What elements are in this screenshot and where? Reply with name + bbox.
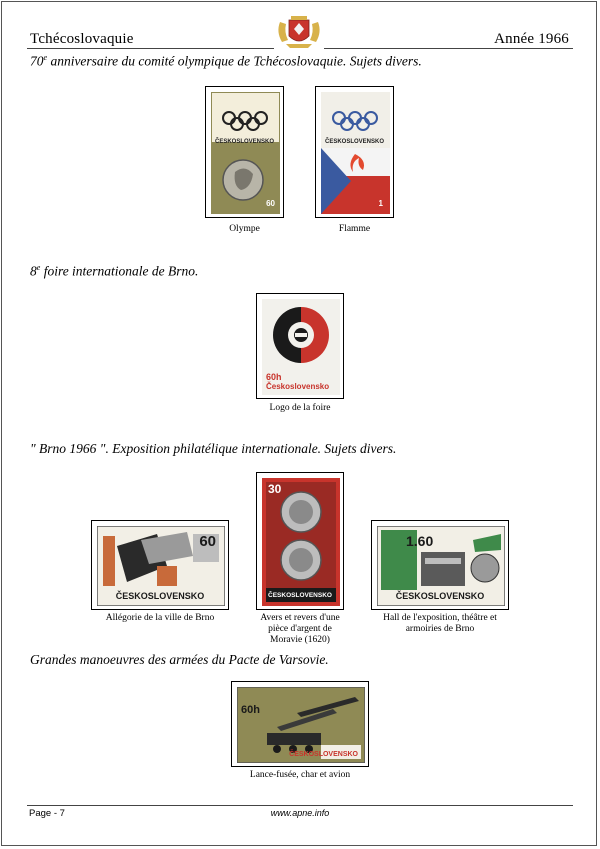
caption-piece-argent-line-1: Avers et revers d'une [260,613,340,623]
header-year: Année 1966 [494,31,569,47]
stamp-allegorie-value: 60 [199,533,216,550]
caption-hall-exposition [371,613,509,635]
stamp-olympe-country: ČESKOSLOVENSKO [214,139,274,145]
stamp-allegorie [91,520,229,610]
stamp-allegorie-country: ČESKOSLOVENSKO [115,591,205,601]
stamp-flamme [315,86,394,218]
caption-piece-argent-line-3: Moravie (1620) [270,635,330,645]
stamp-hall-exposition-value: 1.60 [406,533,434,549]
caption-piece-argent-line-2: pièce d'argent de [268,624,332,634]
header-country: Tchécoslovaquie [30,31,134,47]
section-title-pacte-varsovie: Grandes manoeuvres des armées du Pacte de Varsovie. [30,652,329,667]
stamp-piece-argent [256,472,344,610]
stamp-olympe-art [211,92,280,214]
crest-icon [274,14,324,50]
caption-hall-exposition-line-2: armoiries de Brno [405,624,475,634]
stamp-lance-fusee-value: 60h [241,704,260,716]
stamp-flamme-art [321,92,390,214]
stamp-piece-argent-art [262,478,340,606]
stamp-olympe [205,86,284,218]
stamp-logo-foire-country: Československo [266,382,330,391]
footer-page-number: Page - 7 [29,808,65,819]
caption-logo-foire: Logo de la foire [269,403,331,413]
section-title-brno-fair: 8e foire internationale de Brno. [30,263,199,279]
stamp-olympe-value: 60 [266,199,275,208]
stamp-flamme-country: ČESKOSLOVENSKO [324,139,384,145]
caption-olympe: Olympe [229,224,260,234]
caption-piece-argent [246,613,354,646]
stamp-hall-exposition-country: ČESKOSLOVENSKO [395,591,485,601]
stamp-lance-fusee [231,681,369,767]
section-title-brno-1966: " Brno 1966 ". Exposition philatélique internationale. Sujets divers. [30,441,397,456]
stamp-flamme-value: 1 [378,199,383,208]
footer-rule [27,805,573,806]
stamp-piece-argent-value: 30 [268,482,282,496]
stamp-logo-foire [256,293,344,399]
caption-lance-fusee: Lance-fusée, char et avion [249,770,351,780]
caption-flamme: Flamme [338,224,371,234]
stamp-lance-fusee-country: ČESKOSLOVENSKO [289,751,358,758]
footer-url: www.apne.info [270,808,330,818]
section-title-olympic: 70e anniversaire du comité olympique de Tchécoslovaquie. Sujets divers. [30,53,422,69]
caption-hall-exposition-line-1: Hall de l'exposition, théâtre et [383,613,497,623]
stamp-hall-exposition [371,520,509,610]
stamp-logo-foire-value: 60h [266,372,282,382]
stamp-piece-argent-country: ČESKOSLOVENSKO [268,592,332,599]
caption-allegorie: Allégorie de la ville de Brno [105,613,215,623]
